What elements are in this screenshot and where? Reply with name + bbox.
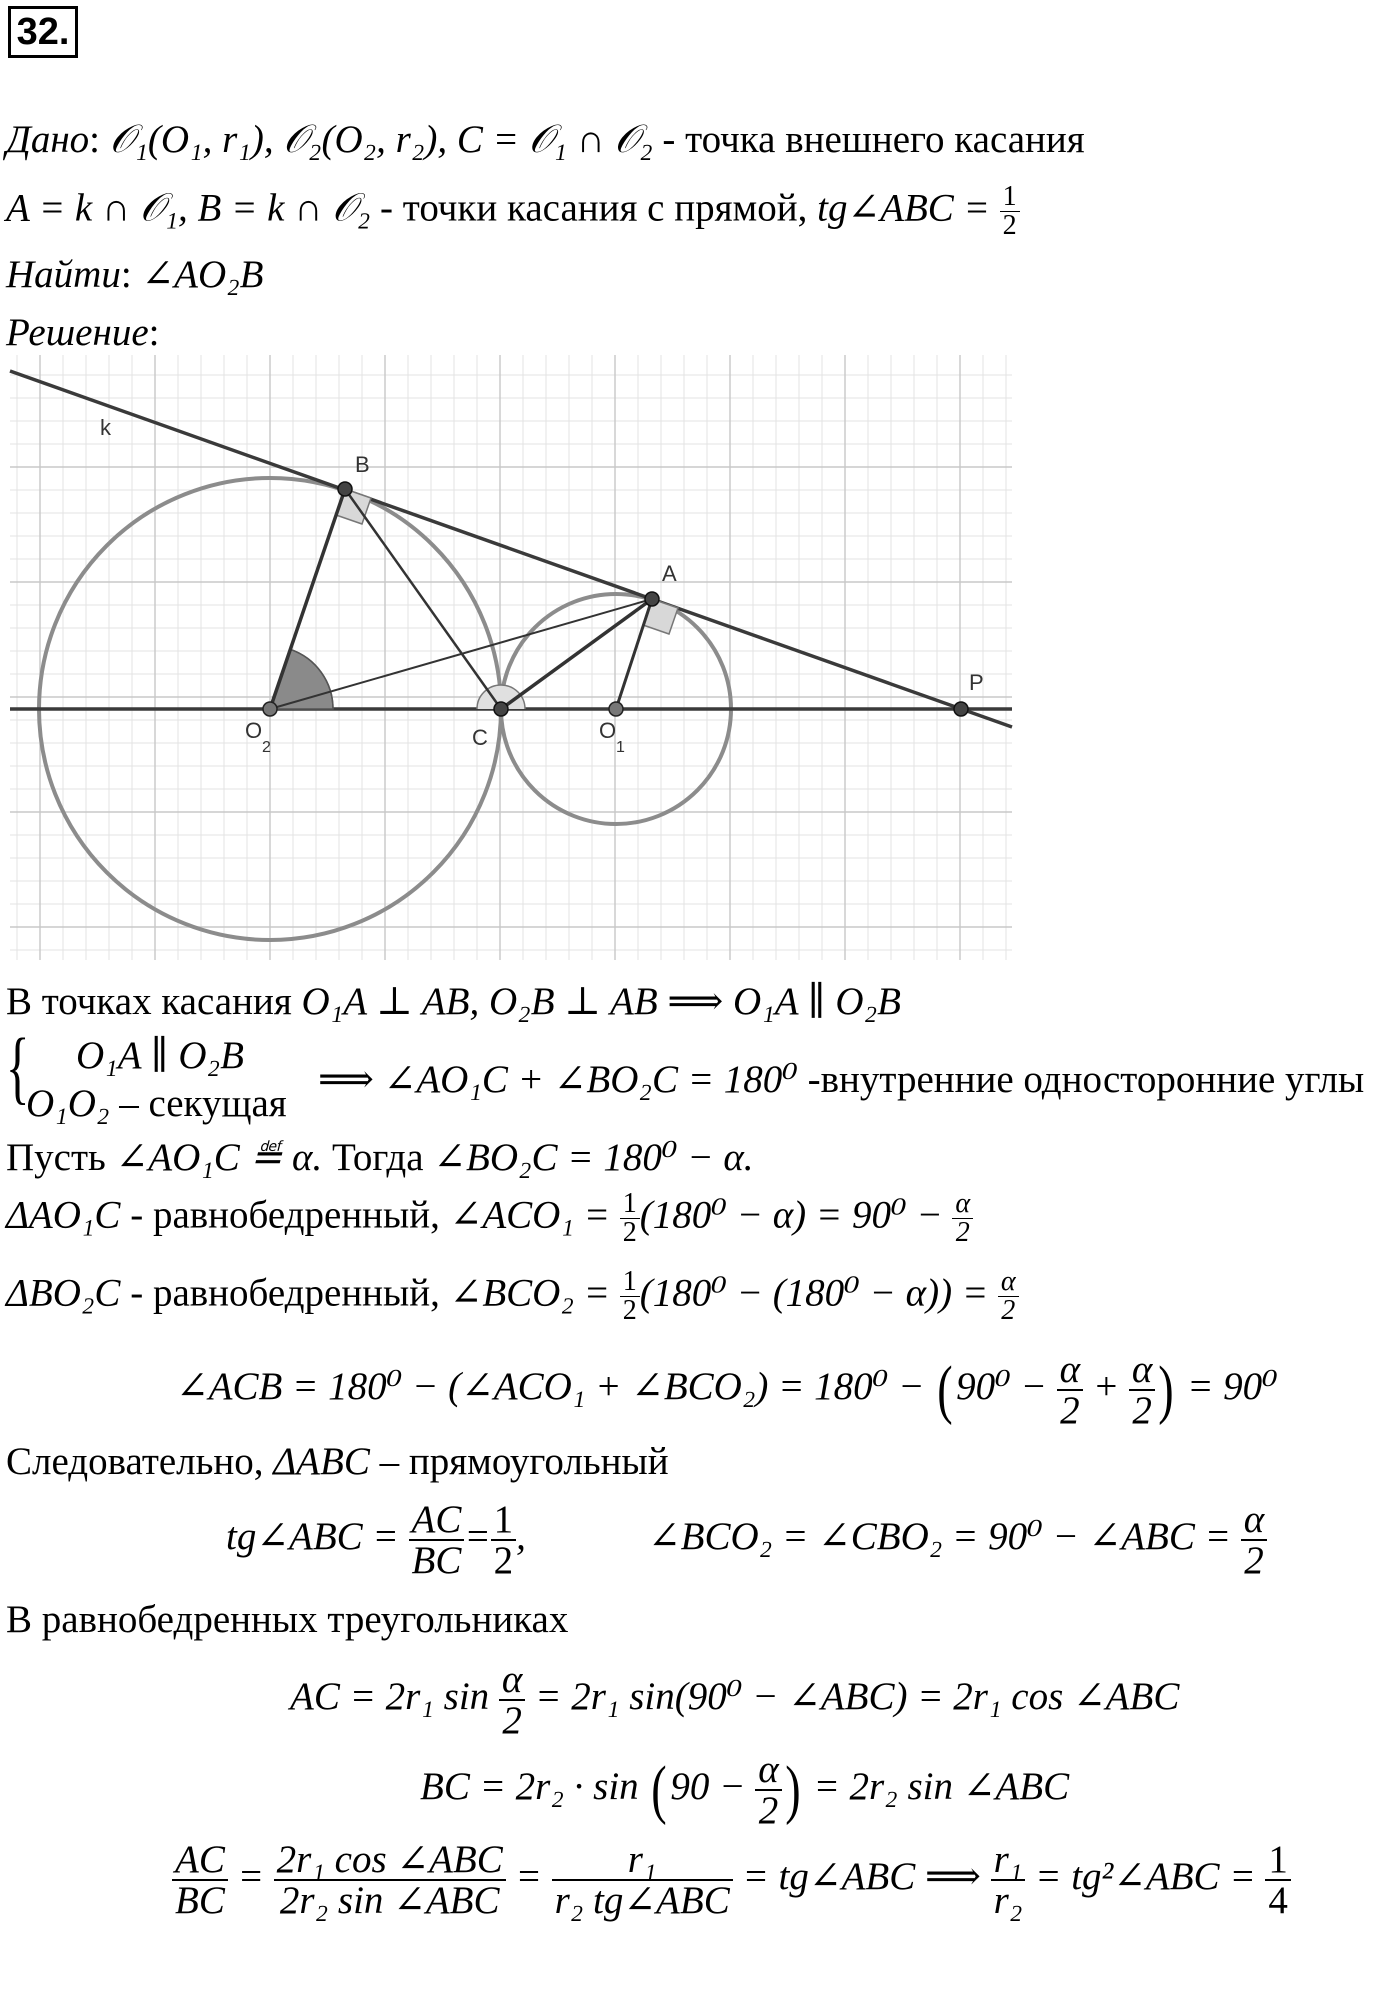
point-o2: [263, 702, 277, 716]
angle-equality-line: ∠BCO₂ = ∠CBO₂ = 90⁰ − ∠ABC = $\frac{\alpha}{2}$: [648, 1500, 1267, 1580]
segment-o1-a: [616, 599, 652, 709]
given-tg-fraction: $\frac{1}{2}$: [1000, 183, 1020, 240]
let-alpha-line: Пусть ∠AO₁C ≝ α. Тогда ∠BO₂C = 180⁰ − α.: [6, 1136, 754, 1179]
problem-number: 32.: [8, 6, 78, 58]
find-label: Найти: [6, 253, 121, 296]
label-b: B: [355, 452, 370, 477]
system-top: O₁A ∥ O₂B: [76, 1034, 244, 1077]
system-result-line: [318, 1060, 1364, 1099]
segment-c-a: [501, 599, 652, 709]
tangent-ratio-line: tg∠ABC = $\frac{AC}{BC}$ = $\frac{1}{2}$ ,: [226, 1498, 526, 1582]
right-triangle-line: Следовательно, ΔABC – прямоугольный: [6, 1440, 669, 1483]
triangle-ao1c-line: ΔAO₁C - равнобедренный, ∠ACO₁ = $\frac{1}{2}$ (180⁰ − α) = 90⁰ − $\frac{\alpha}{2}$: [6, 1190, 973, 1247]
geometry-figure: [0, 355, 1020, 970]
label-a: A: [662, 561, 677, 586]
given-label: Дано: [6, 118, 90, 161]
given-tangent-desc: - точки касания с прямой,: [380, 186, 808, 230]
segment-b-c: [345, 489, 501, 709]
angle-acb-line: ∠ACB = 180⁰ − (∠ACO₁ + ∠BCO₂) = 180⁰ − (90⁰ − $\frac{\alpha}{2}$ + $\frac{\alpha}{2}$ ) = 90⁰: [176, 1348, 1278, 1432]
segment-o2-a: [270, 599, 652, 709]
label-o2: O: [245, 718, 263, 743]
triangle-bo2c-line: ΔBO₂C - равнобедренный, ∠BCO₂ = $\frac{1}{2}$ (180⁰ − (180⁰ − α)) = $\frac{\alpha}{2}$: [6, 1268, 1019, 1325]
system-brace: {: [5, 1021, 30, 1112]
find-value: ∠AO₂B: [141, 253, 264, 296]
point-p: [954, 702, 968, 716]
radius-ratio-line: $\frac{AC}{BC}$ = $\frac{\text{2r₁ cos ∠ABC}}{\text{2r₂ sin ∠ABC}}$ = $\frac{\text{r₁}}{\text{r₂ tg∠ABC}}$ = tg∠ABC ⟹ $\frac{\text{r₁}}{\text{r₂}}$ = tg²∠ABC = $\frac{1}{4}$: [172, 1840, 1291, 1920]
solution-label: Решение:: [6, 311, 160, 354]
given-tangent-points: A = k ∩ 𝒪₁, B = k ∩ 𝒪₂: [6, 186, 371, 230]
ac-formula-line: AC = 2r₁ sin $\frac{\alpha}{2}$ = 2r₁ sin(90⁰ − ∠ABC) = 2r₁ cos ∠ABC: [290, 1658, 1180, 1742]
label-p: P: [969, 670, 984, 695]
tangent-perpendicular-line: В точках касания O₁A ⊥ AB, O₂B ⊥ AB ⟹ O₁A ∥ O₂B: [6, 980, 901, 1023]
label-o1: O: [599, 718, 617, 743]
system-desc: -внутренние односторонние углы: [807, 1058, 1365, 1101]
given-line-1: Дано: 𝒪₁(O₁, r₁), 𝒪₂(O₂, r₂), C = 𝒪₁ ∩ 𝒪₂ - точка внешнего касания: [6, 118, 1085, 161]
given-circles-desc: - точка внешнего касания: [662, 118, 1085, 161]
isosceles-header: В равнобедренных треугольниках: [6, 1598, 569, 1641]
point-a: [645, 592, 659, 606]
label-c: C: [472, 725, 488, 750]
point-c: [494, 702, 508, 716]
point-b: [338, 482, 352, 496]
label-k: k: [100, 415, 111, 440]
system-bottom: O₁O₂ – секущая: [26, 1082, 287, 1125]
point-o1: [609, 702, 623, 716]
given-line-2: [6, 183, 1020, 240]
find-line: Найти: ∠AO₂B: [6, 253, 264, 296]
system-result: ⟹ ∠AO₁C + ∠BO₂C = 180⁰: [318, 1058, 798, 1101]
label-o2-sub: 2: [262, 739, 271, 756]
label-o1-sub: 1: [616, 739, 625, 756]
given-tg-expr: tg∠ABC =: [817, 186, 990, 230]
given-circles: 𝒪₁(O₁, r₁), 𝒪₂(O₂, r₂), C = 𝒪₁ ∩ 𝒪₂: [109, 118, 653, 161]
bc-formula-line: BC = 2r₂ · sin (90 − $\frac{\alpha}{2}$ ) = 2r₂ sin ∠ABC: [420, 1748, 1070, 1832]
